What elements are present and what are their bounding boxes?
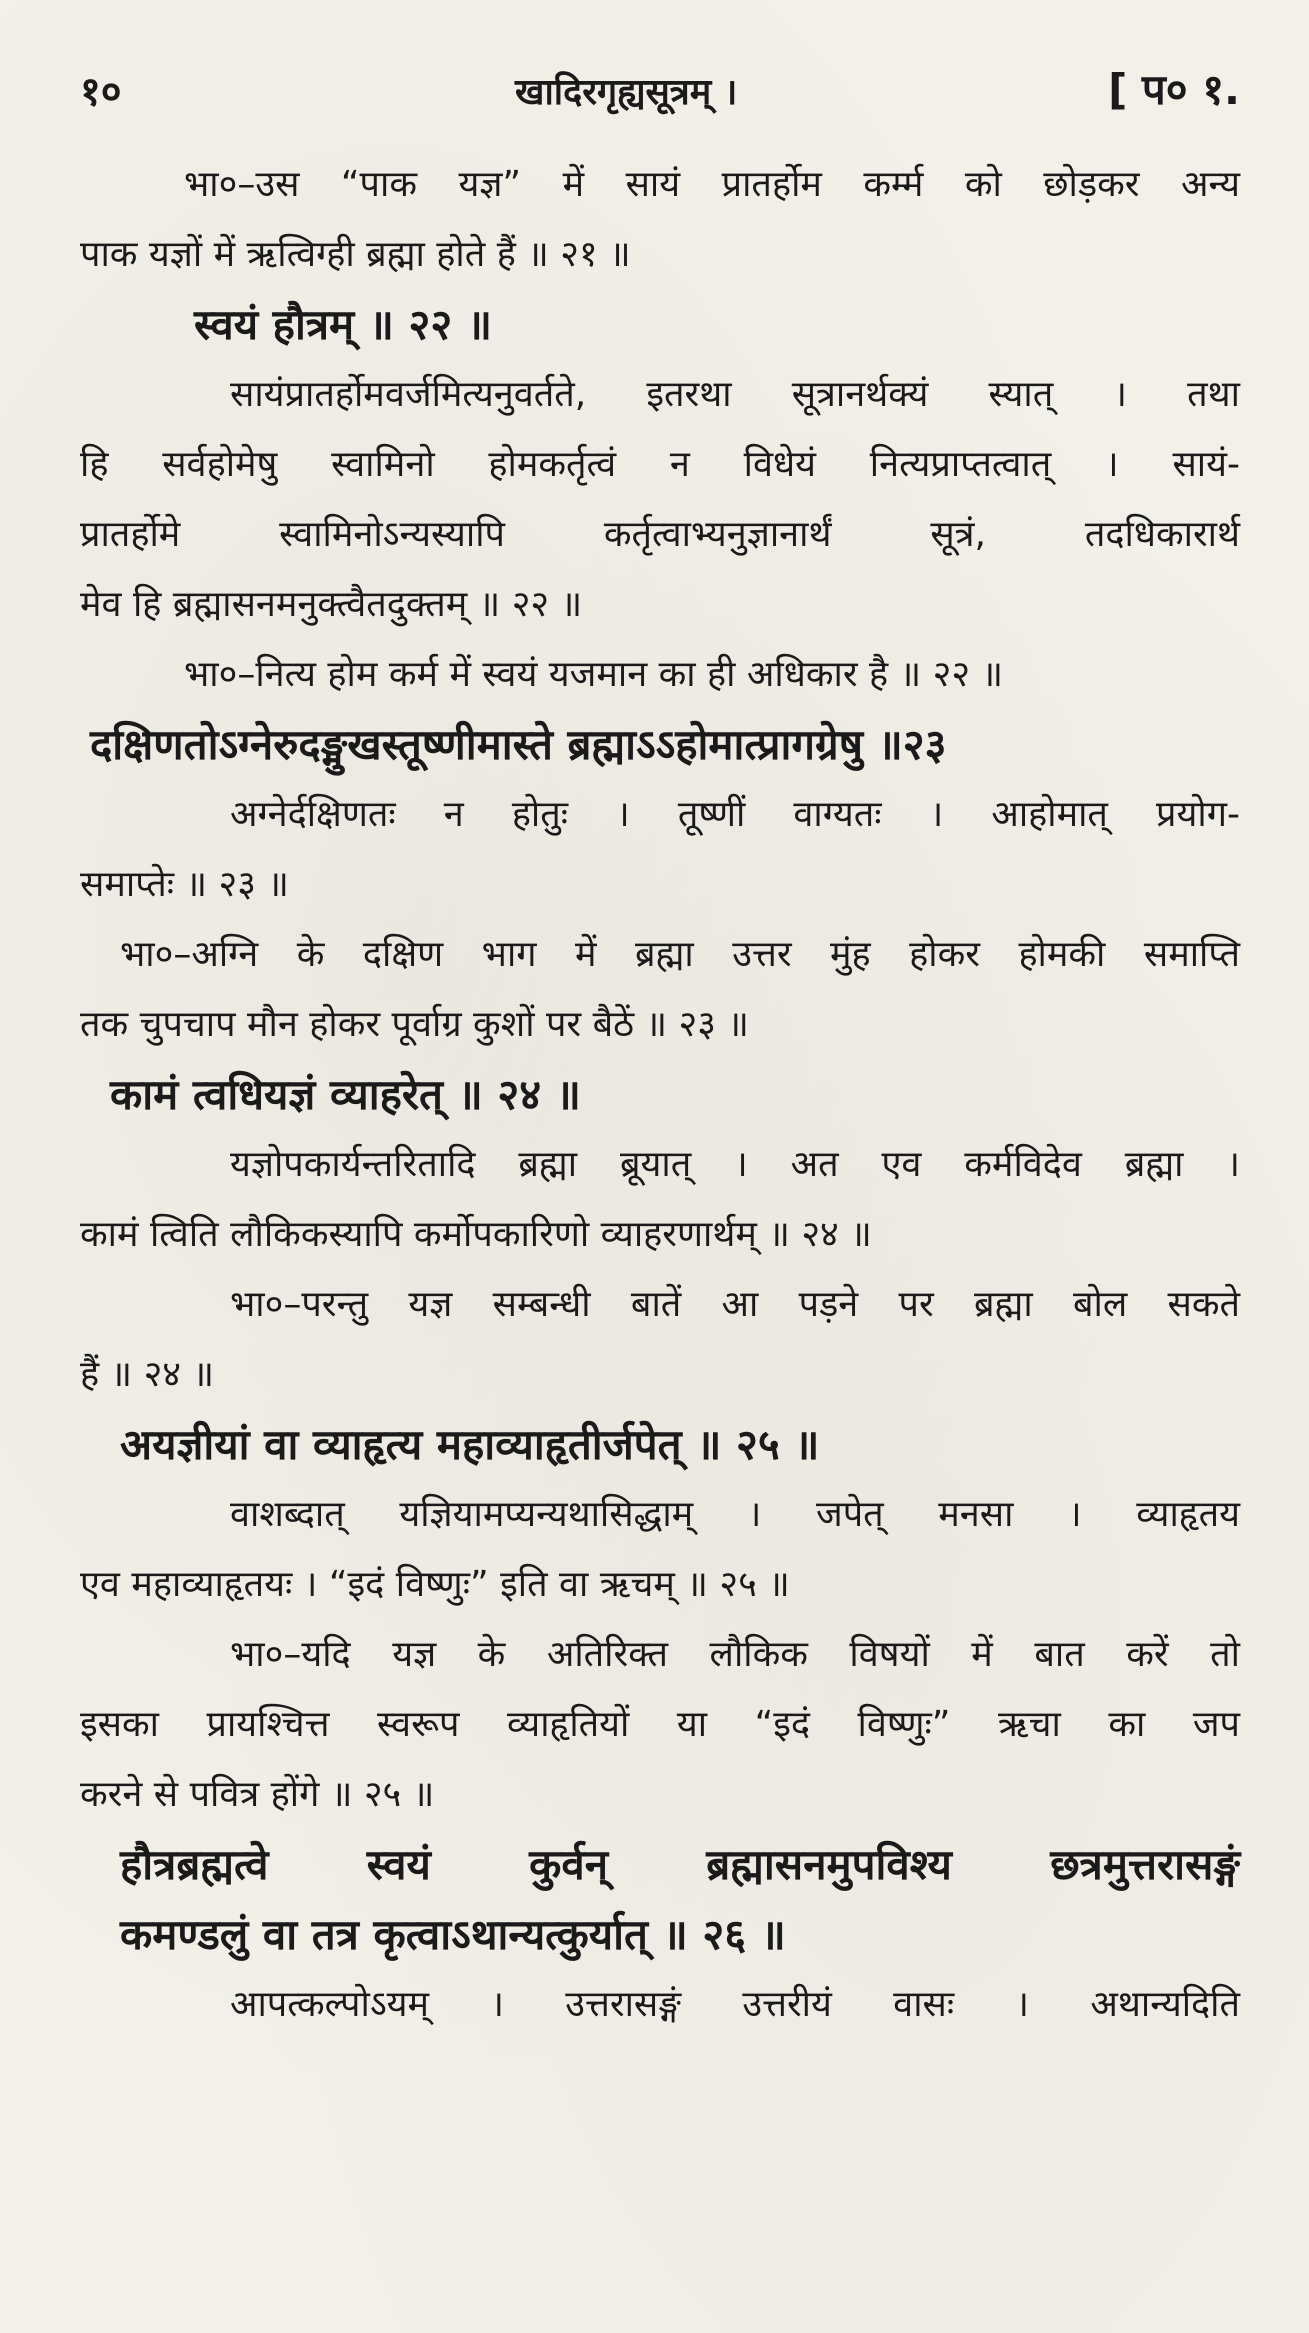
- gloss-line: सायंप्रातर्होमवर्जमित्यनुवर्तते, इतरथा सूत्रानर्थक्यं स्यात् । तथा: [230, 374, 1240, 415]
- gloss-line: कामं त्विति लौकिकस्यापि कर्मोपकारिणो व्याहरणार्थम् ॥ २४ ॥: [80, 1214, 872, 1255]
- gloss-line: प्रातर्होमे स्वामिनोऽन्यस्यापि कर्तृत्वाभ्यनुज्ञानार्थं सूत्रं, तदधिकारार्थ: [80, 514, 1240, 555]
- sutra-line: कामं त्वधियज्ञं व्याहरेत् ॥ २४ ॥: [110, 1070, 581, 1119]
- gloss-line: अग्नेर्दक्षिणतः न होतुः । तूष्णीं वाग्यतः । आहोमात् प्रयोग-: [230, 794, 1240, 835]
- section-reference: [ प० १.: [1108, 65, 1240, 114]
- sutra-line: अयज्ञीयां वा व्याहृत्य महाव्याहृतीर्जपेत् ॥ २५ ॥: [120, 1420, 820, 1469]
- gloss-line: समाप्तेः ॥ २३ ॥: [80, 864, 289, 905]
- commentary-line: भा०–परन्तु यज्ञ सम्बन्धी बातें आ पड़ने पर ब्रह्मा बोल सकते: [230, 1284, 1240, 1325]
- gloss-line: यज्ञोपकार्यन्तरितादि ब्रह्मा ब्रूयात् । अत एव कर्मविदेव ब्रह्मा ।: [230, 1144, 1240, 1185]
- page-body: [80, 150, 1240, 2040]
- sutra-line: दक्षिणतोऽग्नेरुदङ्मुखस्तूष्णीमास्ते ब्रह्माऽऽहोमात्प्रागग्रेषु ॥२३: [90, 720, 947, 769]
- gloss-line: हि सर्वहोमेषु स्वामिनो होमकर्तृत्वं न विधेयं नित्यप्राप्तत्वात् । सायं-: [80, 444, 1240, 485]
- sutra-line: कमण्डलुं वा तत्र कृत्वाऽथान्यत्कुर्यात् ॥ २६ ॥: [120, 1910, 786, 1959]
- commentary-line: पाक यज्ञों में ऋत्विग्ही ब्रह्मा होते हैं ॥ २१ ॥: [80, 234, 631, 275]
- gloss-line: वाशब्दात् यज्ञियामप्यन्यथासिद्धाम् । जपेत् मनसा । व्याहृतय: [230, 1494, 1240, 1535]
- sutra-line: स्वयं हौत्रम् ॥ २२ ॥: [194, 300, 493, 349]
- commentary-line: हैं ॥ २४ ॥: [80, 1354, 215, 1395]
- commentary-line: करने से पवित्र होंगे ॥ २५ ॥: [80, 1774, 435, 1815]
- running-title: खादिरगृह्यसूत्रम् ।: [515, 72, 738, 113]
- gloss-line: आपत्कल्पोऽयम् । उत्तरासङ्गं उत्तरीयं वासः । अथान्यदिति: [230, 1984, 1240, 2025]
- commentary-line: भा०–यदि यज्ञ के अतिरिक्त लौकिक विषयों में बात करें तो: [230, 1634, 1240, 1675]
- gloss-line: मेव हि ब्रह्मासनमनुक्त्वैतदुक्तम् ॥ २२ ॥: [80, 584, 583, 625]
- page-number: १०: [80, 69, 122, 115]
- commentary-line: इसका प्रायश्चित्त स्वरूप व्याहृतियों या “इदं विष्णुः” ऋचा का जप: [80, 1704, 1240, 1745]
- gloss-line: एव महाव्याहृतयः । “इदं विष्णुः” इति वा ऋचम् ॥ २५ ॥: [80, 1564, 790, 1605]
- commentary-line: भा०–नित्य होम कर्म में स्वयं यजमान का ही अधिकार है ॥ २२ ॥: [184, 654, 1004, 695]
- commentary-line: भा०–उस “पाक यज्ञ” में सायं प्रातर्होम कर्म्म को छोड़कर अन्य: [184, 164, 1240, 205]
- commentary-line: भा०–अग्नि के दक्षिण भाग में ब्रह्मा उत्तर मुंह होकर होमकी समाप्ति: [120, 934, 1240, 975]
- sutra-line: हौत्रब्रह्मत्वे स्वयं कुर्वन् ब्रह्मासनमुपविश्य छत्रमुत्तरासङ्गं: [120, 1840, 1240, 1889]
- commentary-line: तक चुपचाप मौन होकर पूर्वाग्र कुशों पर बैठें ॥ २३ ॥: [80, 1004, 749, 1045]
- page-header: [80, 52, 1240, 115]
